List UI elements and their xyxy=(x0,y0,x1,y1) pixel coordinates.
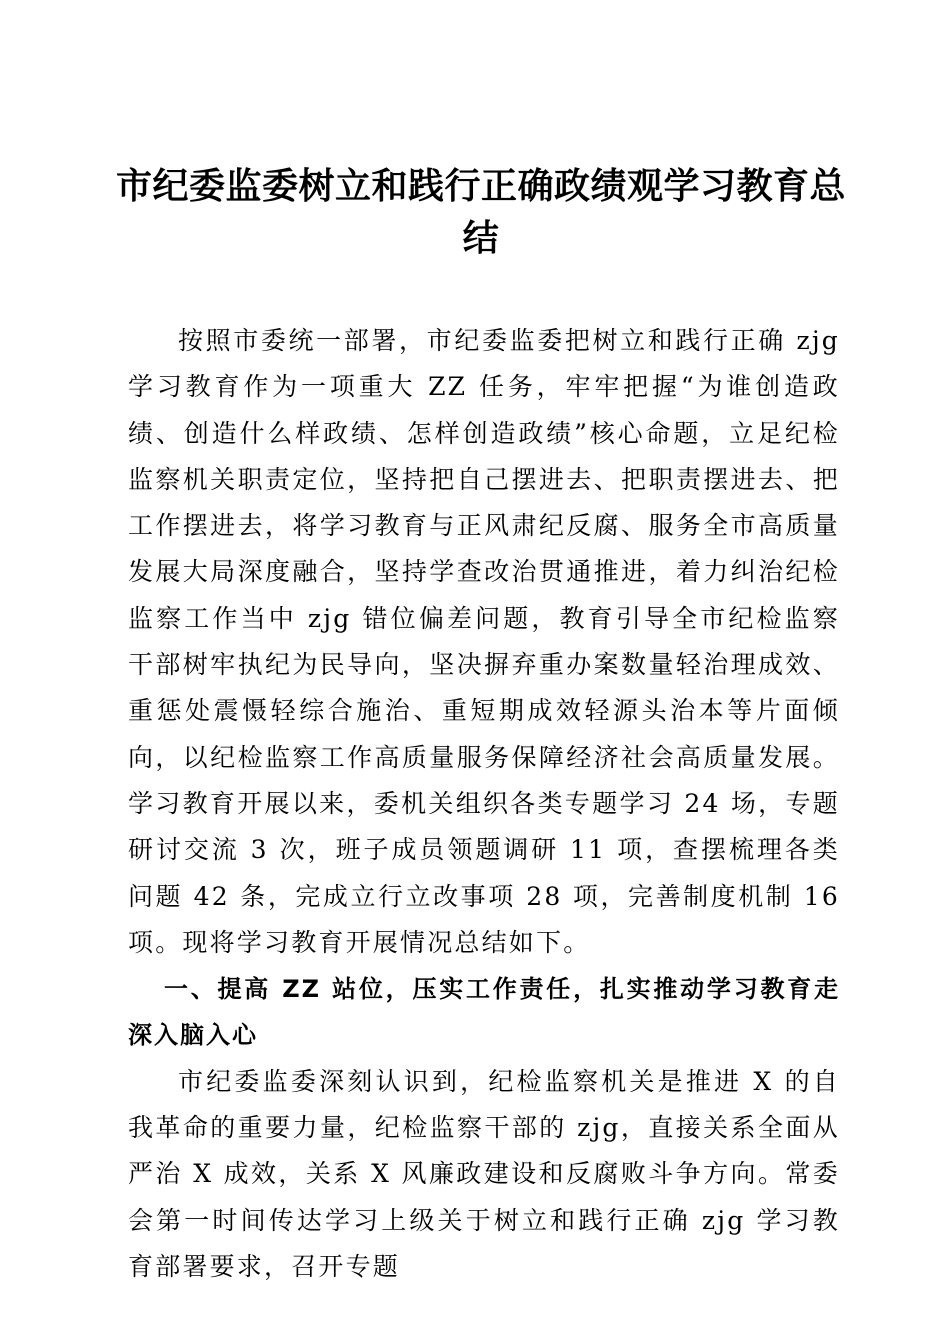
paragraph-section-1: 市纪委监委深刻认识到，纪检监察机关是推进 X 的自我革命的重要力量，纪检监察干部的 zjg，直接关系全面从严治 X 成效，关系 X 风廉政建设和反腐败斗争方向。常委会第一时间传达学习上级关于树立和践行正确 zjg 学习教育部署要求，召开专题 xyxy=(128,1066,840,1281)
document-body xyxy=(128,318,840,1290)
section-heading-1: 一、提高 ZZ 站位，压实工作责任，扎实推动学习教育走深入脑入心 xyxy=(128,975,840,1050)
paragraph-intro: 按照市委统一部署，市纪委监委把树立和践行正确 zjg 学习教育作为一项重大 ZZ 任务，牢牢把握“为谁创造政绩、创造什么样政绩、怎样创造政绩”核心命题，立足纪检监察机关职责定位，坚持把自己摆进去、把职责摆进去、把工作摆进去，将学习教育与正风肃纪反腐、服务全市高质量发展大局深度融合，坚持学查改治贯通推进，着力纠治纪检监察工作当中 zjg 错位偏差问题，教育引导全市纪检监察干部树牢执纪为民导向，坚决摒弃重办案数量轻治理成效、重惩处震慑轻综合施治、重短期成效轻源头治本等片面倾向，以纪检监察工作高质量服务保障经济社会高质量发展。学习教育开展以来，委机关组织各类专题学习 24 场，专题研讨交流 3 次，班子成员领题调研 11 项，查摆梳理各类问题 42 条，完成立行立改事项 28 项，完善制度机制 16 项。现将学习教育开展情况总结如下。 xyxy=(128,326,840,957)
document-title: 市纪委监委树立和践行正确政绩观学习教育总结 xyxy=(115,165,846,259)
